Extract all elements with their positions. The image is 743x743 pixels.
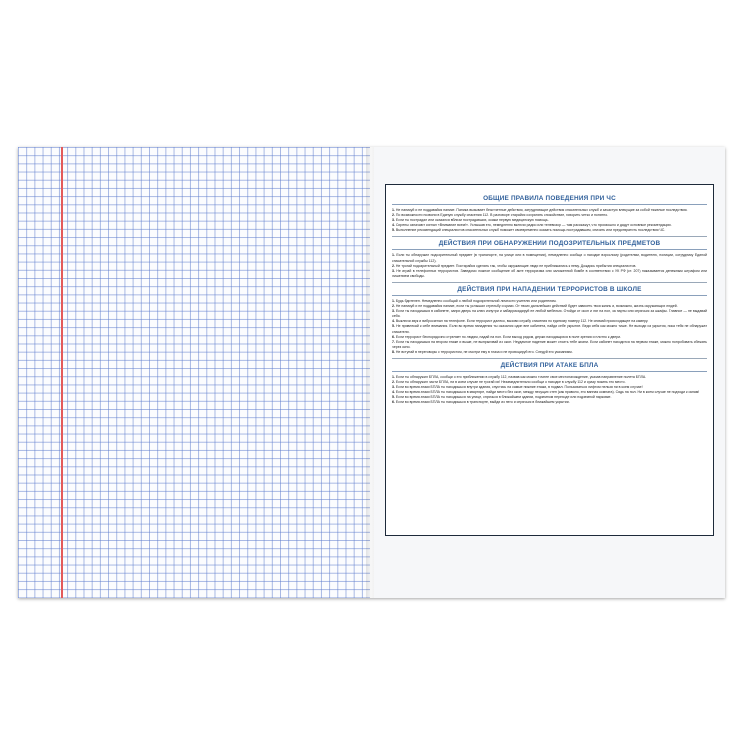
rule-text: Не играй в телефонных террористов. Заведомо ложное сообщение об акте терроризма или заложенной бомбе в соответствии с УК РФ (ст. 207) наказывается денежным штрафом или лишением свободы. <box>392 268 707 278</box>
section-underline <box>392 295 707 296</box>
rule-number: 2. <box>392 263 395 268</box>
rule-item <box>392 228 707 233</box>
rule-number: 8. <box>392 349 395 354</box>
rule-text: Выполнение рекомендаций специалистов спасательных служб поможет своевременно оказать помощь пострадавшим, снизить или предотвратить последствия ЧС. <box>395 228 666 233</box>
rule-number: 3. <box>392 218 395 223</box>
rule-text: Не паникуй и не поддавайся панике, если ты услышал стрельбу и крики. От твоих дальнейших действий будет зависеть твоя жизнь и, возможно, жизнь окружающих людей. <box>395 304 678 309</box>
rule-text: Не трогай подозрительный предмет. Постарайся сделать так, чтобы окружающие люди не приближались к нему. Дождись прибытия специалистов. <box>395 263 637 268</box>
rule-text: По возможности позвони в Единую службу спасения 112. В разговоре старайся сохранять спокойствие, говорить четко и понятно. <box>395 213 609 218</box>
rule-text: Не вступай в переговоры с террористом, не смотри ему в глаза и не провоцируй его. Следуй его указаниям. <box>395 349 573 354</box>
rule-number: 3. <box>392 309 395 314</box>
rule-text: Если ты пострадал или оказался вблизи пострадавших, окажи первую медицинскую помощь. <box>395 218 549 223</box>
rule-text: Если во время атаки БПЛА ты находишься внутри здания, спустись на самые нижние этажи, в подвал. Пользоваться лифтом нельзя ни в коем случае! <box>395 385 643 390</box>
rule-text: Если во время атаки БПЛА ты находишься в транспорте, выйди из него и спрячься в ближайшем укрытии. <box>395 400 570 405</box>
rule-number: 7. <box>392 339 395 344</box>
section-divider <box>392 236 707 237</box>
open-notebook <box>18 147 725 598</box>
rule-text: Если ты обнаружил части БПЛА, ни в коем случае не трогай их! Незамедлительно сообщи о находке в службу 112 и сразу покинь это место. <box>395 380 626 385</box>
rule-item <box>392 350 707 355</box>
rule-item <box>392 269 707 279</box>
rule-text: Если во время атаки БПЛА ты находишься на улице, спрячься в ближайшем здании, подземном переходе или подземной парковке. <box>395 395 612 400</box>
section-title: ОБЩИЕ ПРАВИЛА ПОВЕДЕНИЯ ПРИ ЧС <box>483 195 616 202</box>
section-title: ДЕЙСТВИЯ ПРИ АТАКЕ БПЛА <box>500 361 599 369</box>
rule-text: Не привлекай к себе внимания. Если во время нападения ты оказался один вне кабинета, найди себе укрытие. Веди себя как можно тише. Не выходи из укрытия, пока тебя не обнаружат спасатели. <box>392 324 707 334</box>
rule-number: 4. <box>392 390 395 395</box>
rule-number: 4. <box>392 319 395 324</box>
rule-text: Выключи звук и вибросигнал на телефоне. Если террорист далеко, вызови службу спасения по единому номеру 112. Не снимай происходящее на камеру. <box>395 319 649 324</box>
section-underline <box>392 371 707 372</box>
rule-number: 2. <box>392 304 395 309</box>
section-underline <box>392 249 707 250</box>
rule-item <box>392 253 707 263</box>
section-divider <box>392 358 707 359</box>
safety-rules-panel <box>385 184 714 536</box>
section-underline <box>392 204 707 205</box>
rule-number: 5. <box>392 228 395 233</box>
rule-number: 5. <box>392 395 395 400</box>
rule-item <box>392 400 707 405</box>
rule-number: 2. <box>392 380 395 385</box>
rule-item <box>392 309 707 319</box>
rule-number: 4. <box>392 223 395 228</box>
rule-number: 5. <box>392 324 395 329</box>
rule-number: 3. <box>392 268 395 273</box>
rule-text: Не паникуй и не поддавайся панике. Паника вызывает безотчетные действия, затрудняющие действия спасательных служб и зачастую влекущие за собой тяжелые последствия. <box>395 208 688 212</box>
margin-line <box>61 147 63 598</box>
rule-text: Будь бдителен. Немедленно сообщай о любой подозрительной личности учителю или родителям. <box>395 298 557 303</box>
rule-number: 3. <box>392 385 395 390</box>
rule-text: Если во время атаки БПЛА ты находишься в квартире, найди место без окон, между несущих стен (как правило, это ванная комната). Сядь на пол. Ни в коем случае не подходи к окнам! <box>395 390 700 395</box>
rule-number: 1. <box>392 253 395 258</box>
rule-number: 6. <box>392 400 395 405</box>
rule-text: Если ты обнаружил подозрительный предмет (в транспорте, на улице или в помещении), немедленно сообщи о находке взрослому (родителям, водителю, полиции, сотруднику Единой спасательной службы 112). <box>392 253 707 263</box>
section-divider <box>392 282 707 283</box>
rule-number: 1. <box>392 374 395 379</box>
section-title: ДЕЙСТВИЯ ПРИ ОБНАРУЖЕНИИ ПОДОЗРИТЕЛЬНЫХ ПРЕДМЕТОВ <box>438 240 661 248</box>
rule-text: Сирены означают сигнал «Внимание всем!». Услышав его, немедленно включи радио или телевизор — там расскажут, что произошло и дадут основные рекомендации. <box>395 223 672 228</box>
cover-inner-page <box>374 147 725 598</box>
rule-text: Если террорист беспорядочно стреляет по людям, падай на пол. Если выход рядом, держи находящихся в поле зрения и плотно к двери. <box>395 334 622 339</box>
rule-text: Если ты находишься на втором этаже и выше, не выпрыгивай из окон. Неудачное падение может стоить тебе жизни. Если кабинет находится на первом этаже, можно попробовать сбежать через окно. <box>392 339 707 349</box>
rule-number: 1. <box>392 298 395 303</box>
grid-page <box>18 147 370 598</box>
rule-text: Если ты находишься в кабинете, запри дверь на ключ изнутри и забаррикадируй ее любой мебелью. Отойди от окон и ляг на пол, за парты или спрячься за шкафы. Главное — не выдавай себя. <box>392 309 708 319</box>
rule-item <box>392 324 707 334</box>
section-title: ДЕЙСТВИЯ ПРИ НАПАДЕНИИ ТЕРРОРИСТОВ В ШКОЛЕ <box>457 285 642 293</box>
rule-item <box>392 340 707 350</box>
rule-number: 1. <box>392 208 395 212</box>
rule-text: Если ты обнаружил БПЛА, сообщи о его приближении в службу 112, назвав как можно точнее свое местонахождение, указав направление полета БПЛА. <box>395 374 647 379</box>
rule-number: 2. <box>392 213 395 218</box>
rule-number: 6. <box>392 334 395 339</box>
